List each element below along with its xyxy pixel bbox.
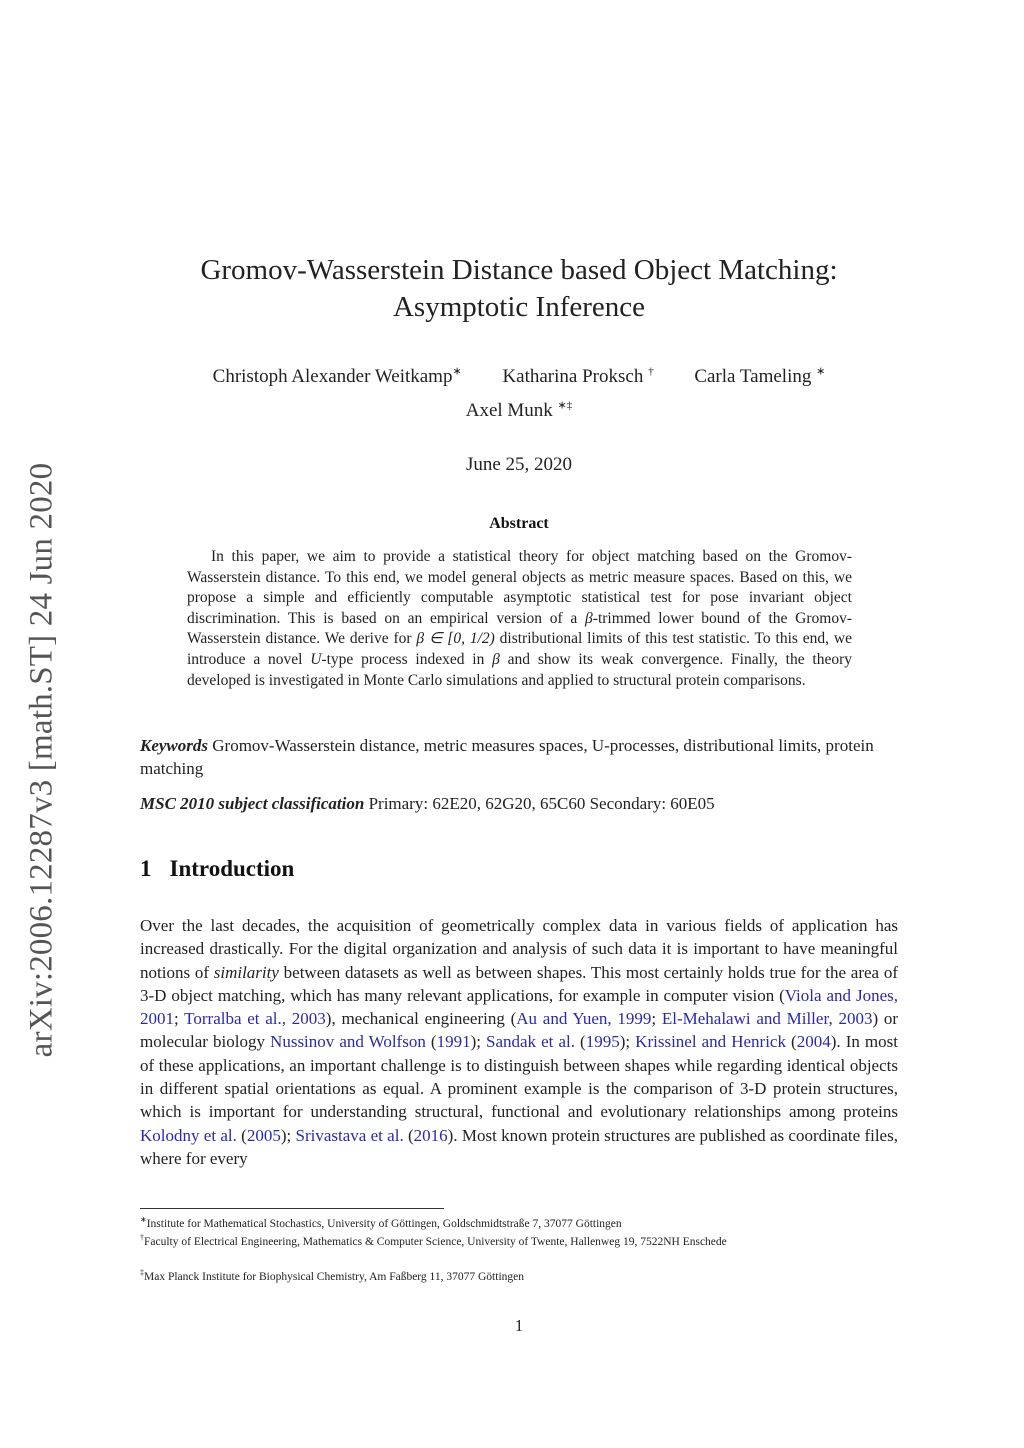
author: Axel Munk ∗‡ [465, 400, 573, 422]
paper-title [140, 252, 898, 326]
citation-link[interactable]: Viola and Jones, 2001 [140, 985, 898, 1029]
citation-year-link[interactable]: 1991 [436, 1032, 471, 1052]
section-number: 1 [140, 856, 152, 881]
footnote: ‡Max Planck Institute for Biophysical Chemistry, Am Faßberg 11, 37077 Göttingen [140, 1268, 524, 1283]
page-number: 1 [514, 1316, 524, 1335]
citation-year-link[interactable]: 1995 [585, 1032, 620, 1052]
citation-year-link[interactable]: 2004 [796, 1032, 831, 1052]
abstract-heading: Abstract [489, 515, 549, 532]
citation-year-link[interactable]: 2016 [413, 1125, 448, 1145]
author: Christoph Alexander Weitkamp∗ [212, 366, 462, 388]
authors-row-2 [140, 399, 898, 422]
msc-label: MSC 2010 subject classification [140, 794, 365, 813]
footnote: ∗Institute for Mathematical Stochastics, University of Göttingen, Goldschmidtstraße 7, 37077 Göttingen [140, 1215, 622, 1230]
arxiv-identifier: arXiv:2006.12287v3 [math.ST] 24 Jun 2020 [23, 462, 60, 1058]
keywords-label: Keywords [140, 736, 208, 755]
keywords [140, 734, 898, 780]
title-line-2: Asymptotic Inference [392, 291, 646, 323]
citation-link[interactable]: Srivastava et al. [295, 1125, 404, 1145]
abstract-body: In this paper, we aim to provide a statistical theory for object matching based on the Gromov-Wasserstein distance. To this end, we model general objects as metric measure spaces. Based on this, we propose a simple and efficiently computable asymptotic statistical test for pose invariant object discrimination. This is based on an empirical version of a β-trimmed lower bound of the Gromov-Wasserstein distance. We derive for β ∈ [0, 1/2) distributional limits of this test statistic. To this end, we introduce a novel U-type process indexed in β and show its weak convergence. Finally, the theory developed is investigated in Monte Carlo simulations and applied to structural protein comparisons. [187, 548, 852, 689]
author: Carla Tameling ∗ [694, 366, 826, 388]
introduction-paragraph: Over the last decades, the acquisition of geometrically complex data in various fields of application has increased drastically. For the digital organization and analysis of such data it is important to have meaningful notions of similarity between datasets as well as between shapes. This most certainly holds true for the area of 3-D object matching, which has many relevant applications, for example in computer vision (Viola and Jones, 2001; Torralba et al., 2003), mechanical engineering (Au and Yuen, 1999; El-Mehalawi and Miller, 2003) or molecular biology Nussinov and Wolfson (1991); Sandak et al. (1995); Krissinel and Henrick (2004). In most of these applications, an important challenge is to distinguish between shapes while regarding identical objects in different spatial orientations as equal. A prominent example is the comparison of 3-D protein structures, which is important for understanding structural, functional and evolutionary relationships among proteins Kolodny et al. (2005); Srivastava et al. (2016). Most known protein structures are published as coordinate files, where for every [140, 916, 899, 1168]
citation-link[interactable]: Au and Yuen, 1999 [516, 1009, 652, 1029]
footnote-rule [140, 1208, 444, 1209]
title-line-1: Gromov-Wasserstein Distance based Object Matching: [200, 254, 838, 286]
footnote: †Faculty of Electrical Engineering, Mathematics & Computer Science, University of Twente, Hallenweg 19, 7522NH Enschede [140, 1233, 727, 1248]
msc-classification [140, 792, 898, 815]
citation-link[interactable]: Torralba et al., 2003 [184, 1009, 326, 1029]
section-title: Introduction [169, 856, 295, 881]
authors-row-1 [140, 365, 898, 388]
citation-link[interactable]: Sandak et al. [486, 1032, 575, 1052]
citation-link[interactable]: El-Mehalawi and Miller, 2003 [661, 1009, 873, 1029]
publication-date: June 25, 2020 [465, 454, 573, 475]
citation-link[interactable]: Krissinel and Henrick [635, 1032, 786, 1052]
citation-link[interactable]: Nussinov and Wolfson [270, 1032, 426, 1052]
section-heading [140, 856, 294, 882]
citation-year-link[interactable]: 2005 [246, 1125, 281, 1145]
author: Katharina Proksch † [502, 366, 654, 388]
keywords-text: Gromov-Wasserstein distance, metric measures spaces, U-processes, distributional limits, protein matching [140, 736, 874, 778]
citation-link[interactable]: Kolodny et al. [140, 1125, 237, 1145]
msc-text: Primary: 62E20, 62G20, 65C60 Secondary: 60E05 [364, 794, 715, 813]
